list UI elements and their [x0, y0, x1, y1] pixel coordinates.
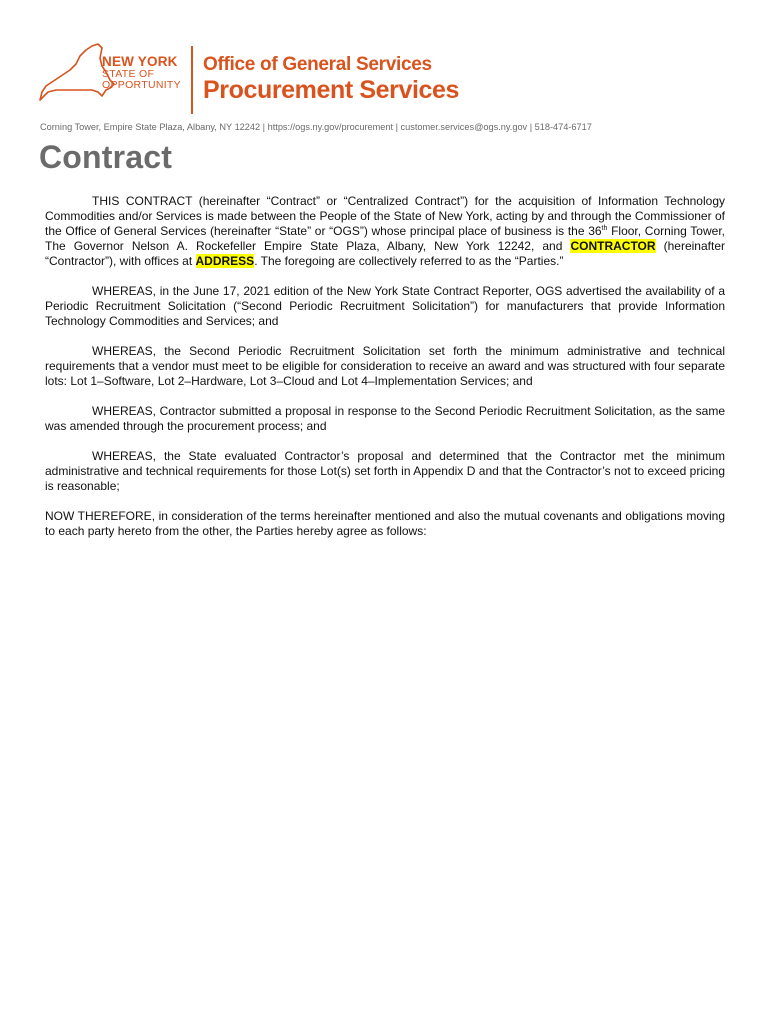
paragraph-now-therefore: NOW THEREFORE, in consideration of the terms hereinafter mentioned and also the mutual covenants and obligations moving to each party hereto from the other, the Parties hereby agree as follows: [45, 509, 725, 538]
recital-1-text-d: . The foregoing are collectively referred to as the “Parties.” [254, 254, 564, 268]
agency-name: Office of General Services [203, 54, 432, 75]
address-placeholder[interactable]: ADDRESS [195, 254, 255, 268]
contract-body [45, 194, 725, 554]
state-wordmark [102, 55, 181, 91]
paragraph-recital-1 [45, 194, 725, 269]
state-name-line3: OPPORTUNITY [102, 79, 181, 91]
recital-1-superscript: th [601, 225, 608, 232]
state-name-line1: NEW YORK [102, 54, 178, 69]
letterhead [36, 40, 736, 120]
recital-1-text-a: THIS CONTRACT (hereinafter “Contract” or “Centralized Contract”) for the acquisition of Information Technology Commodities and/or Services is made between the People of the State of New York, acting by and through the Commissioner of the Office of General Services (hereinafter “State” or “OGS”) whose principal place of business is the 36 [45, 194, 725, 238]
paragraph-whereas-4: WHEREAS, the State evaluated Contractor’s proposal and determined that the Contractor met the minimum administrative and technical requirements for those Lot(s) set forth in Appendix D and that the Contractor’s not to exceed pricing is reasonable; [45, 449, 725, 493]
recital-1-text-b: Floor, Corning Tower, The Governor Nelson A. Rockefeller Empire State Plaza, Albany, New York 12242, and [45, 224, 725, 253]
letterhead-divider [191, 46, 193, 114]
state-name-line2: STATE OF [102, 68, 155, 80]
contractor-placeholder[interactable]: CONTRACTOR [570, 239, 656, 253]
paragraph-whereas-3: WHEREAS, Contractor submitted a proposal in response to the Second Periodic Recruitment Solicitation, as the same was amended through the procurement process; and [45, 404, 725, 433]
division-name: Procurement Services [203, 76, 460, 104]
page-title: Contract [39, 139, 173, 175]
paragraph-whereas-2: WHEREAS, the Second Periodic Recruitment Solicitation set forth the minimum administrative and technical requirements that a vendor must meet to be eligible for consideration to receive an award and was structured with four separate lots: Lot 1–Software, Lot 2–Hardware, Lot 3–Cloud and Lot 4–Implementation Services; and [45, 344, 725, 388]
paragraph-whereas-1: WHEREAS, in the June 17, 2021 edition of the New York State Contract Reporter, OGS advertised the availability of a Periodic Recruitment Solicitation (“Second Periodic Recruitment Solicitation”) for manufacturers that provide Information Technology Commodities and Services; and [45, 284, 725, 328]
recital-1-text-c: (hereinafter “Contractor”), with offices at [45, 239, 725, 268]
contact-address-line: Corning Tower, Empire State Plaza, Albany, NY 12242 | https://ogs.ny.gov/procurement | customer.services@ogs.ny.gov | 518-474-6717 [40, 122, 592, 132]
